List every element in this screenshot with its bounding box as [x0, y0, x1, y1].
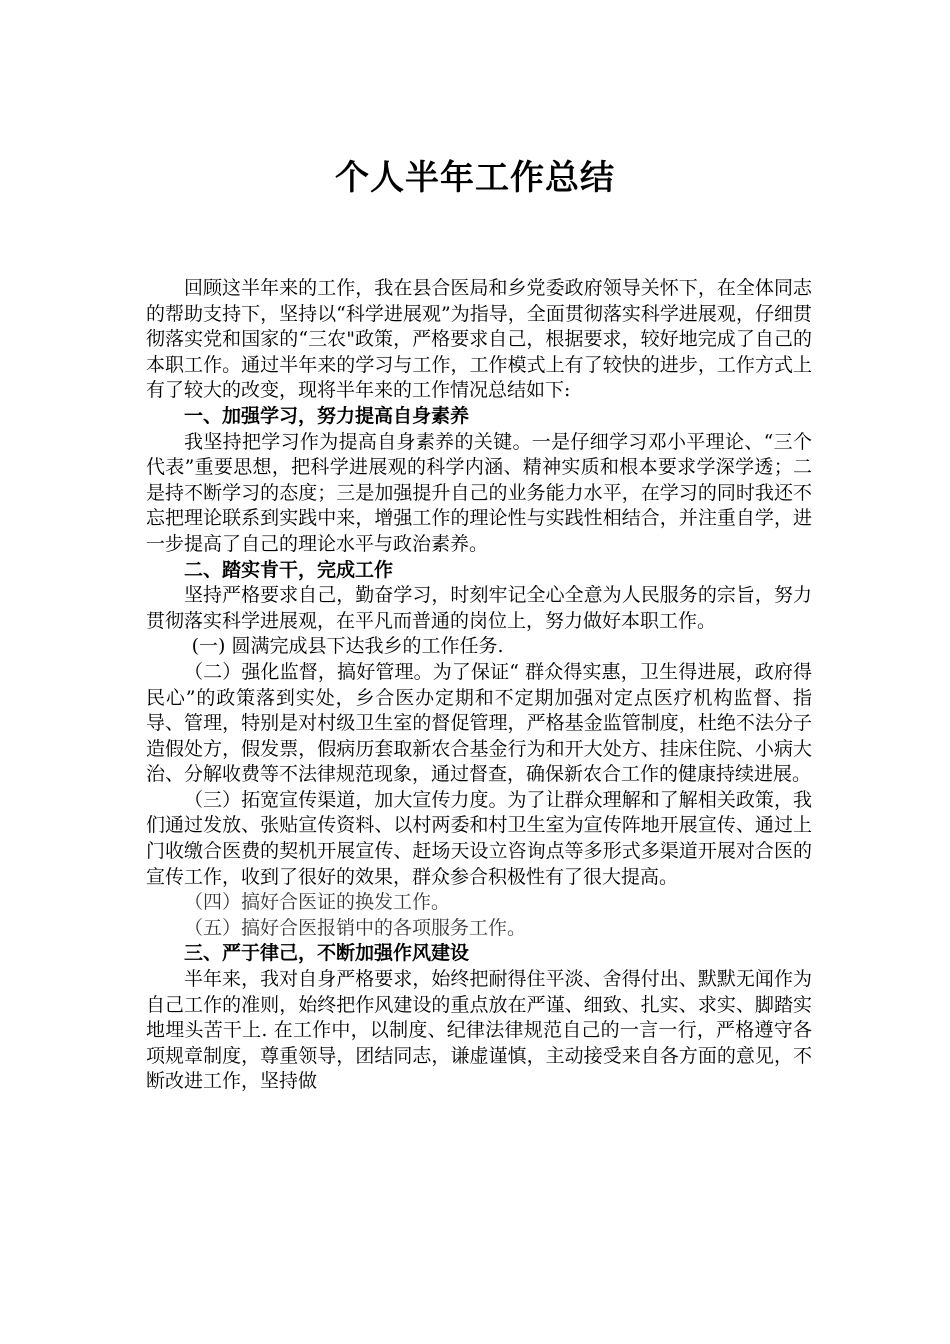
paragraph-discipline: 半年来，我对自身严格要求，始终把耐得住平淡、舍得付出、默默无闻作为自己工作的准则，始终把作风建设的重点放在严谨、细致、扎实、求实、脚踏实地埋头苦干上. 在工作中，以制度、纪律法律规范自己的一言一行，严格遵守各项规章制度，尊重领导，团结同志，谦虚谨慎，主动接受来自各方面的意见，不断改进工作，坚持做 [146, 968, 812, 1093]
section-heading-1: 一、加强学习，努力提高自身素养 [184, 404, 470, 427]
section-heading-2: 二、踏实肯干，完成工作 [184, 558, 394, 581]
subitem-3: （三）拓宽宣传渠道，加大宣传力度。为了让群众理解和了解相关政策，我们通过发放、张贴宣传资料、以村两委和村卫生室为宣传阵地开展宣传、通过上门收缴合医费的契机开展宣传、赶场天设立咨询点等多形式多渠道开展对合医的宣传工作，收到了很好的效果，群众参合积极性有了很大提高。 [146, 788, 812, 888]
section-heading-3: 三、严于律己，不断加强作风建设 [184, 942, 470, 965]
paragraph-work: 坚持严格要求自己，勤奋学习，时刻牢记全心全意为人民服务的宗旨，努力贯彻落实科学进展观，在平凡而普通的岗位上，努力做好本职工作。 [146, 584, 812, 632]
subitem-2: （二）强化监督，搞好管理。为了保证“ 群众得实惠，卫生得进展，政府得民心”的政策落到实处，乡合医办定期和不定期加强对定点医疗机构监督、指导、管理，特别是对村级卫生室的督促管理，严格基金监管制度，杜绝不法分子造假处方，假发票，假病历套取新农合基金行为和开大处方、挂床住院、小病大治、分解收费等不法律规范现象，通过督查，确保新农合工作的健康持续进展。 [146, 660, 812, 786]
paragraph-intro: 回顾这半年来的工作，我在县合医局和乡党委政府领导关怀下，在全体同志的帮助支持下，坚持以“科学进展观”为指导，全面贯彻落实科学进展观，仔细贯彻落实党和国家的“三农"政策，严格要求自己，根据要求，较好地完成了自己的本职工作。通过半年来的学习与工作，工作模式上有了较快的进步，工作方式上有了较大的改变，现将半年来的工作情况总结如下: [146, 277, 812, 402]
subitem-4: （四）搞好合医证的换发工作。 [184, 891, 451, 914]
document-title: 个人半年工作总结 [335, 158, 615, 198]
subitem-1: (一) 圆满完成县下达我乡的工作任务. [191, 635, 504, 658]
paragraph-study: 我坚持把学习作为提高自身素养的关键。一是仔细学习邓小平理论、“三个代表”重要思想，把科学进展观的科学内涵、精神实质和根本要求学深学透；二是持不断学习的态度；三是加强提升自己的业务能力水平，在学习的同时我还不忘把理论联系到实践中来，增强工作的理论性与实践性相结合，并注重自学，进一步提高了自己的理论水平与政治素养。 [146, 430, 812, 555]
subitem-5: （五）搞好合医报销中的各项服务工作。 [184, 916, 527, 939]
document-body [146, 276, 812, 1095]
